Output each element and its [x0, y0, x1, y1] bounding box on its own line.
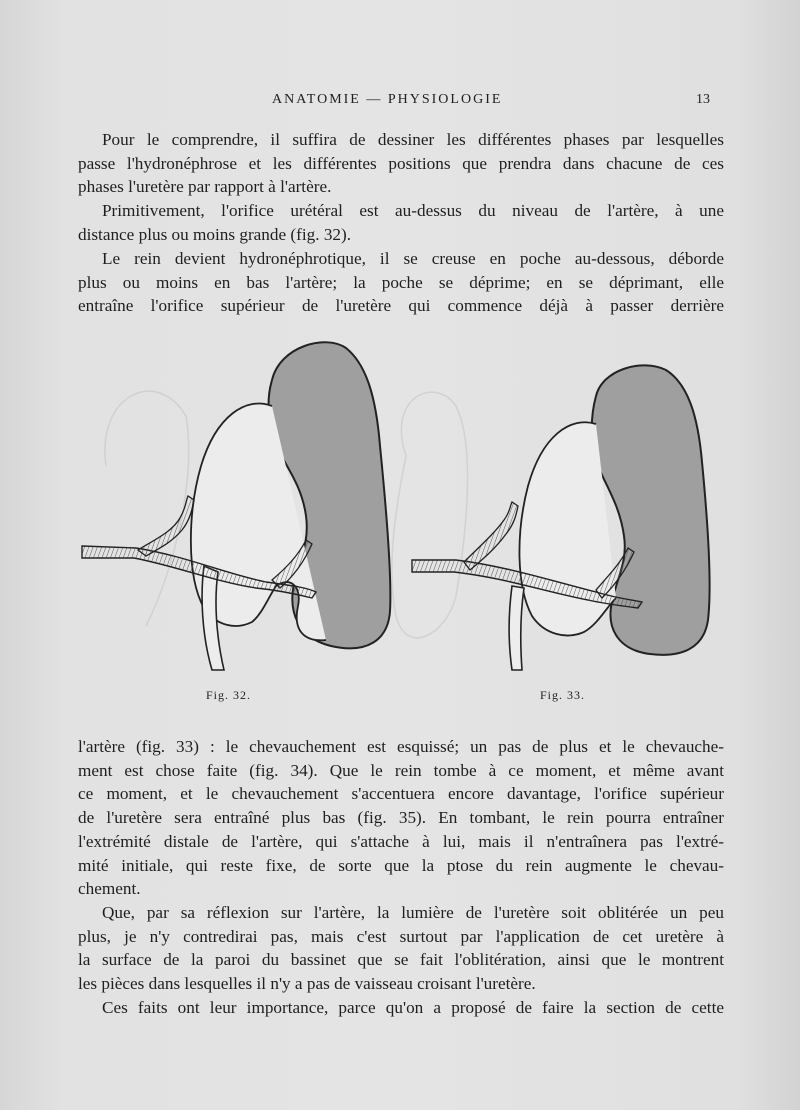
text-line: les pièces dans lesquelles il n'y a pas de vaisseau croisant l'uretère. [78, 974, 536, 994]
fig32-caption: Fig. 32. [206, 688, 252, 702]
text-line: phases l'uretère par rapport à l'artère. [78, 177, 332, 197]
paragraph-6 [78, 996, 724, 1020]
paragraph-2 [78, 199, 724, 246]
text-line: entraîne l'orifice supérieur de l'uretère qui commence déjà à passer derrière [78, 296, 724, 316]
text-line: Le rein devient hydronéphrotique, il se creuse en poche au-dessous, déborde [102, 249, 724, 268]
paragraph-4 [78, 735, 724, 901]
figure-32 [82, 342, 390, 670]
running-title: ANATOMIE — PHYSIOLOGIE [272, 92, 503, 107]
text-line: passe l'hydronéphrose et les différentes positions que prendra dans chacune de ces [78, 153, 724, 173]
text-line: Que, par sa réflexion sur l'artère, la lumière de l'uretère soit oblitérée un peu [102, 903, 724, 922]
text-line: Primitivement, l'orifice urétéral est au-dessus du niveau de l'artère, à une [102, 201, 724, 220]
fig33-ureter [509, 586, 524, 670]
text-line: l'extrémité distale de l'artère, qui s'attache à lui, mais il n'entraînera pas l'extré- [78, 831, 724, 851]
kidney-figures [76, 336, 726, 716]
paragraph-5 [78, 901, 724, 996]
text-line: distance plus ou moins grande (fig. 32). [78, 224, 352, 244]
fig32-artery-branch-upper [138, 496, 194, 556]
text-line: Ces faits ont leur importance, parce qu'on a proposé de faire la section de cette [102, 998, 724, 1017]
text-line: l'artère (fig. 33) : le chevauchement est esquissé; un pas de plus et le chevauche- [78, 737, 724, 756]
running-head [0, 92, 800, 112]
fig33-kidney-shaded [592, 365, 710, 655]
text-line: ce moment, et le chevauchement s'accentuera encore davantage, l'orifice supérieur [78, 784, 724, 804]
fig33-artery-branch-upper [464, 502, 518, 570]
figure-33 [412, 365, 710, 670]
text-line: Pour le comprendre, il suffira de dessiner les différentes phases par lesquelles [102, 130, 724, 149]
text-line: la surface de la paroi du bassinet que se fait l'oblitération, ainsi que le montrent [78, 950, 724, 970]
text-line: ment est chose faite (fig. 34). Que le rein tombe à ce moment, et même avant [78, 760, 724, 780]
text-line: plus ou moins en bas l'artère; la poche se déprime; en se déprimant, elle [78, 272, 724, 292]
text-line: de l'uretère sera entraîné plus bas (fig. 35). En tombant, le rein pourra entraîner [78, 808, 724, 828]
paragraph-3 [78, 247, 724, 318]
page-number: 13 [696, 92, 710, 107]
fig33-caption: Fig. 33. [540, 688, 586, 702]
text-line: chement. [78, 879, 141, 899]
paragraph-1 [78, 128, 724, 199]
text-line: plus, je n'y contredirai pas, mais c'est surtout par l'application de cet uretère à [78, 926, 724, 946]
text-line: mité initiale, qui reste fixe, de sorte que la ptose du rein augmente le chevau- [78, 855, 724, 875]
